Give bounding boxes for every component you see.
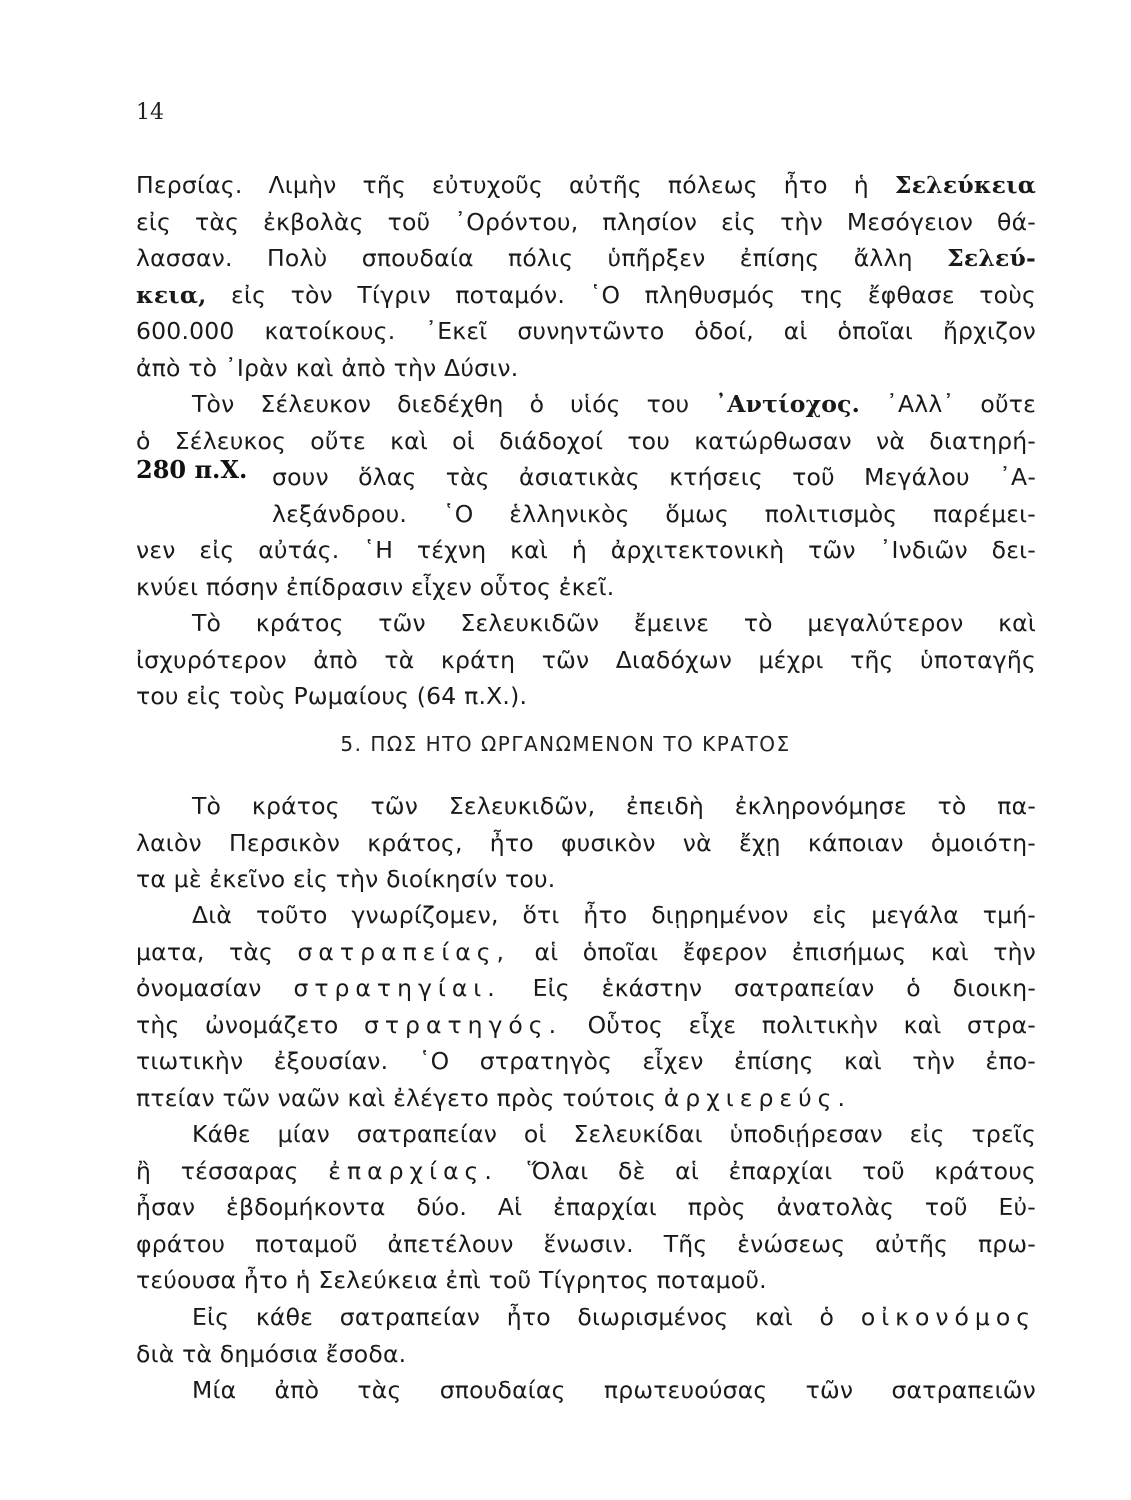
margin-date-note: 280 π.Χ. [136, 455, 248, 484]
text-line: ὁ Σέλευκος οὔτε καὶ οἱ διάδοχοί του κατώρθωσαν νὰ διατηρή- [136, 426, 1036, 455]
text-line: του εἰς τοὺς Ρωμαίους (64 π.Χ.). [136, 682, 528, 710]
text-line: ματα, τὰς σατραπείας, αἱ ὁποῖαι ἔφερον ἐπισήμως καὶ τὴν [136, 937, 1036, 966]
spaced-term: ἀρχιερεύς. [663, 1083, 851, 1112]
paragraph-1 [136, 167, 1036, 386]
text-line: τεύουσα ἦτο ἡ Σελεύκεια ἐπὶ τοῦ Τίγρητος ποταμοῦ. [136, 1266, 767, 1294]
text-line: διὰ τὰ δημόσια ἔσοδα. [136, 1339, 407, 1368]
text-line: Μία ἀπὸ τὰς σπουδαίας πρωτευούσας τῶν σατραπειῶν [192, 1376, 1036, 1404]
text-line: ὀνομασίαν στρατηγίαι. Εἰς ἑκάστην σατραπείαν ὁ διοικη- [136, 974, 1036, 1002]
text-line: νεν εἰς αὐτάς. ῾Η τέχνη καὶ ἡ ἀρχιτεκτονικὴ τῶν ᾿Ινδιῶν δει- [136, 536, 1036, 564]
text-line: φράτου ποταμοῦ ἀπετέλουν ἕνωσιν. Τῆς ἑνώσεως αὐτῆς πρω- [136, 1229, 1036, 1258]
paragraph-2 [136, 386, 1036, 605]
text-line: λασσαν. Πολὺ σπουδαία πόλις ὑπῆρξεν ἐπίσης ἄλλη Σελεύ- [136, 244, 1036, 272]
text-line: Τὸν Σέλευκον διεδέχθη ὁ υἱός του ᾿Αντίοχος. ᾿Αλλ᾿ οὔτε [192, 390, 1036, 418]
text-line: κεια, εἰς τὸν Τίγριν ποταμόν. ῾Ο πληθυσμός της ἔφθασε τοὺς [136, 280, 1036, 309]
text-line: τα μὲ ἐκεῖνο εἰς τὴν διοίκησίν του. [136, 865, 556, 893]
section-heading: 5. ΠΩΣ ΗΤΟ ΩΡΓΑΝΩΜΕΝΟΝ ΤΟ ΚΡΑΤΟΣ [340, 732, 791, 756]
text-line: Τὸ κράτος τῶν Σελευκιδῶν ἔμεινε τὸ μεγαλύτερον καὶ [192, 609, 1036, 637]
text-line: Εἰς κάθε σατραπείαν ἦτο διωρισμένος καὶ ὁ οἰκονόμος [192, 1303, 1036, 1331]
spaced-term: στρατηγός. [364, 1010, 563, 1039]
text-line: τὴς ὠνομάζετο στρατηγός. Οὗτος εἶχε πολιτικὴν καὶ στρα- [136, 1010, 1036, 1039]
text-line: τιωτικὴν ἐξουσίαν. ῾Ο στρατηγὸς εἶχεν ἐπίσης καὶ τὴν ἐπο- [136, 1047, 1036, 1075]
text-line: ἀπὸ τὸ ᾿Ιρὰν καὶ ἀπὸ τὴν Δύσιν. [136, 353, 519, 382]
text-line: ἢ τέσσαρας ἐπαρχίας. Ὅλαι δὲ αἱ ἐπαρχίαι τοῦ κράτους [136, 1156, 1036, 1185]
text-line: λαιὸν Περσικὸν κράτος, ἦτο φυσικὸν νὰ ἔχῃ κάποιαν ὁμοιότη- [136, 828, 1036, 857]
bold-term: ᾿Αντίοχος. [715, 390, 861, 418]
bold-term: κεια, [136, 280, 207, 309]
bold-term: Σελεύ- [947, 244, 1036, 272]
text-line: 600.000 κατοίκους. ᾿Εκεῖ συνηντῶντο ὁδοί, αἱ ὁποῖαι ἤρχιζον [136, 317, 1036, 345]
text-line: εἰς τὰς ἐκβολὰς τοῦ ᾿Ορόντου, πλησίον εἰς τὴν Μεσόγειον θά- [136, 207, 1036, 236]
text-line: Διὰ τοῦτο γνωρίζομεν, ὅτι ἦτο διῃρημένον εἰς μεγάλα τμή- [192, 901, 1036, 929]
text-line: Τὸ κράτος τῶν Σελευκιδῶν, ἐπειδὴ ἐκληρονόμησε τὸ πα- [192, 792, 1036, 820]
paragraph-3 [136, 605, 1036, 715]
paragraph-6 [136, 1116, 1036, 1299]
page-number: 14 [136, 100, 164, 125]
text-line: Κάθε μίαν σατραπείαν οἱ Σελευκίδαι ὑποδιῄρεσαν εἰς τρεῖς [192, 1120, 1036, 1148]
spaced-term: στρατηγίαι. [293, 974, 501, 1002]
text-line: Περσίας. Λιμὴν τῆς εὐτυχοῦς αὐτῆς πόλεως ἦτο ἡ Σελεύκεια [136, 171, 1036, 199]
paragraph-7 [136, 1299, 1036, 1372]
paragraph-5 [136, 897, 1036, 1116]
text-line: ἦσαν ἑβδομήκοντα δύο. Αἱ ἐπαρχίαι πρὸς ἀνατολὰς τοῦ Εὐ- [136, 1193, 1036, 1221]
spaced-term: οἰκονόμος [860, 1303, 1036, 1331]
text-line: λεξάνδρου. ῾Ο ἑλληνικὸς ὅμως πολιτισμὸς παρέμει- [272, 499, 1036, 528]
bold-term: Σελεύκεια [894, 171, 1036, 199]
text-line: σουν ὅλας τὰς ἀσιατικὰς κτήσεις τοῦ Μεγάλου ᾿Α- [272, 463, 1036, 491]
text-line: ἰσχυρότερον ἀπὸ τὰ κράτη τῶν Διαδόχων μέχρι τῆς ὑποταγῆς [136, 645, 1036, 674]
spaced-term: σατραπείας, [297, 937, 511, 966]
text-line: πτείαν τῶν ναῶν καὶ ἐλέγετο πρὸς τούτοις ἀρχιερεύς. [136, 1083, 851, 1112]
paragraph-4 [136, 788, 1036, 898]
spaced-term: ἐπαρχίας. [328, 1156, 498, 1185]
paragraph-8 [136, 1372, 1036, 1409]
text-line: κνύει πόσην ἐπίδρασιν εἶχεν οὗτος ἐκεῖ. [136, 572, 615, 601]
